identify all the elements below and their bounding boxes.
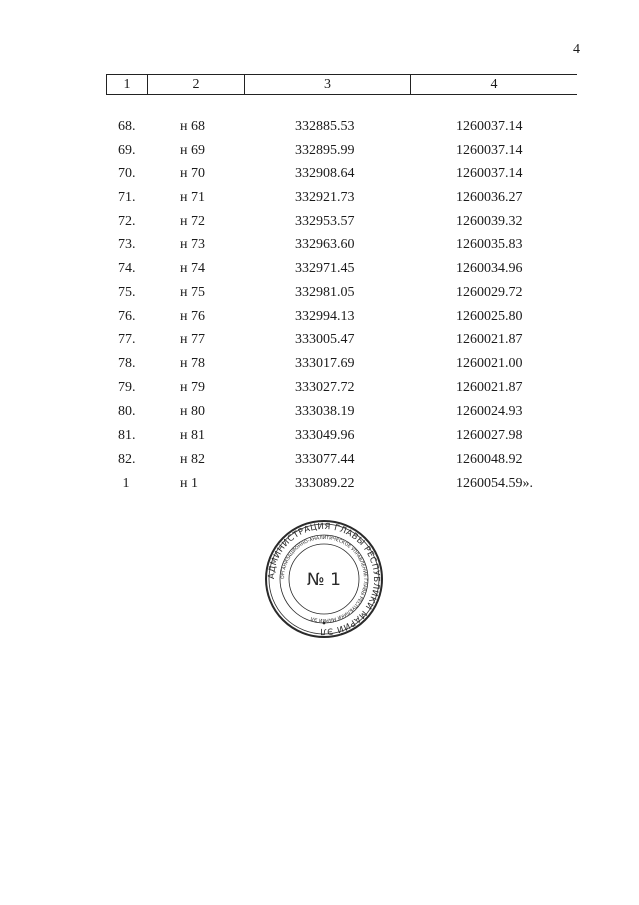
- coordinate-x: 332953.57: [295, 214, 355, 229]
- point-code: н 68: [180, 119, 205, 134]
- point-code: н 81: [180, 428, 205, 443]
- row-number: 70.: [118, 166, 136, 181]
- official-seal: [264, 519, 384, 639]
- point-code: н 75: [180, 285, 205, 300]
- table-row: [106, 452, 576, 476]
- coordinate-x: 333049.96: [295, 428, 355, 443]
- point-code: н 1: [180, 476, 198, 491]
- coordinate-x: 332981.05: [295, 285, 355, 300]
- point-code: н 82: [180, 452, 205, 467]
- coordinate-y: 1260029.72: [456, 285, 523, 300]
- row-number: 76.: [118, 309, 136, 324]
- row-number: 79.: [118, 380, 136, 395]
- coordinate-x: 333005.47: [295, 332, 355, 347]
- coordinate-y: 1260035.83: [456, 237, 523, 252]
- coordinate-y: 1260037.14: [456, 119, 523, 134]
- coordinate-y: 1260021.87: [456, 332, 523, 347]
- coordinate-y: 1260021.87: [456, 380, 523, 395]
- point-code: н 78: [180, 356, 205, 371]
- table-row: [106, 476, 576, 500]
- coordinate-y: 1260037.14: [456, 143, 523, 158]
- table-header: [106, 74, 577, 95]
- table-row: [106, 332, 576, 356]
- coordinate-y: 1260021.00: [456, 356, 523, 371]
- table-row: [106, 380, 576, 404]
- header-col-4: 4: [490, 77, 498, 92]
- seal-number: № 1: [307, 570, 341, 590]
- row-number: 1: [122, 476, 130, 491]
- coordinate-x: 333017.69: [295, 356, 355, 371]
- point-code: н 69: [180, 143, 205, 158]
- table-row: [106, 190, 576, 214]
- row-number: 77.: [118, 332, 136, 347]
- table-row: [106, 166, 576, 190]
- point-code: н 74: [180, 261, 205, 276]
- table-row: [106, 404, 576, 428]
- header-col-3: 3: [245, 75, 411, 94]
- coordinate-x: 332921.73: [295, 190, 355, 205]
- row-number: 75.: [118, 285, 136, 300]
- header-col-1: 1: [107, 75, 148, 94]
- coordinate-x: 332908.64: [295, 166, 355, 181]
- row-number: 74.: [118, 261, 136, 276]
- point-code: н 72: [180, 214, 205, 229]
- coordinate-y: 1260034.96: [456, 261, 523, 276]
- coordinate-y: 1260039.32: [456, 214, 523, 229]
- table-row: [106, 214, 576, 238]
- point-code: н 80: [180, 404, 205, 419]
- coordinate-y: 1260054.59».: [456, 476, 533, 491]
- coordinate-y: 1260037.14: [456, 166, 523, 181]
- coordinate-y: 1260025.80: [456, 309, 523, 324]
- point-code: н 71: [180, 190, 205, 205]
- point-code: н 73: [180, 237, 205, 252]
- row-number: 68.: [118, 119, 136, 134]
- row-number: 82.: [118, 452, 136, 467]
- row-number: 72.: [118, 214, 136, 229]
- seal-inner-text: ОРГАНИЗАЦИОННО-АНАЛИТИЧЕСКОЕ УПРАВЛЕНИЕ ГЛАВЫ РЕСПУБЛИКИ МАРИЙ ЭЛ: [280, 535, 368, 623]
- seal-outer-text: АДМИНИСТРАЦИЯ ГЛАВЫ РЕСПУБЛИКИ МАРИЙ ЭЛ: [266, 521, 382, 637]
- table-row: [106, 143, 576, 167]
- row-number: 81.: [118, 428, 136, 443]
- page-number: 4: [573, 42, 580, 57]
- coordinate-x: 333027.72: [295, 380, 355, 395]
- coordinate-y: 1260024.93: [456, 404, 523, 419]
- seal-dot: [323, 622, 326, 625]
- coordinate-x: 332963.60: [295, 237, 355, 252]
- row-number: 80.: [118, 404, 136, 419]
- row-number: 78.: [118, 356, 136, 371]
- point-code: н 70: [180, 166, 205, 181]
- point-code: н 79: [180, 380, 205, 395]
- table-row: [106, 285, 576, 309]
- coordinate-y: 1260027.98: [456, 428, 523, 443]
- coordinate-x: 333077.44: [295, 452, 355, 467]
- table-row: [106, 356, 576, 380]
- point-code: н 77: [180, 332, 205, 347]
- coordinate-x: 332971.45: [295, 261, 355, 276]
- coordinate-y: 1260048.92: [456, 452, 523, 467]
- row-number: 71.: [118, 190, 136, 205]
- row-number: 69.: [118, 143, 136, 158]
- coordinate-y: 1260036.27: [456, 190, 523, 205]
- header-col-2: 2: [148, 75, 245, 94]
- row-number: 73.: [118, 237, 136, 252]
- table-row: [106, 237, 576, 261]
- coordinate-x: 333038.19: [295, 404, 355, 419]
- table-row: [106, 261, 576, 285]
- table-row: [106, 428, 576, 452]
- point-code: н 76: [180, 309, 205, 324]
- coordinate-x: 332895.99: [295, 143, 355, 158]
- coordinate-x: 332885.53: [295, 119, 355, 134]
- coordinate-x: 333089.22: [295, 476, 355, 491]
- coordinate-x: 332994.13: [295, 309, 355, 324]
- table-row: [106, 309, 576, 333]
- table-row: [106, 119, 576, 143]
